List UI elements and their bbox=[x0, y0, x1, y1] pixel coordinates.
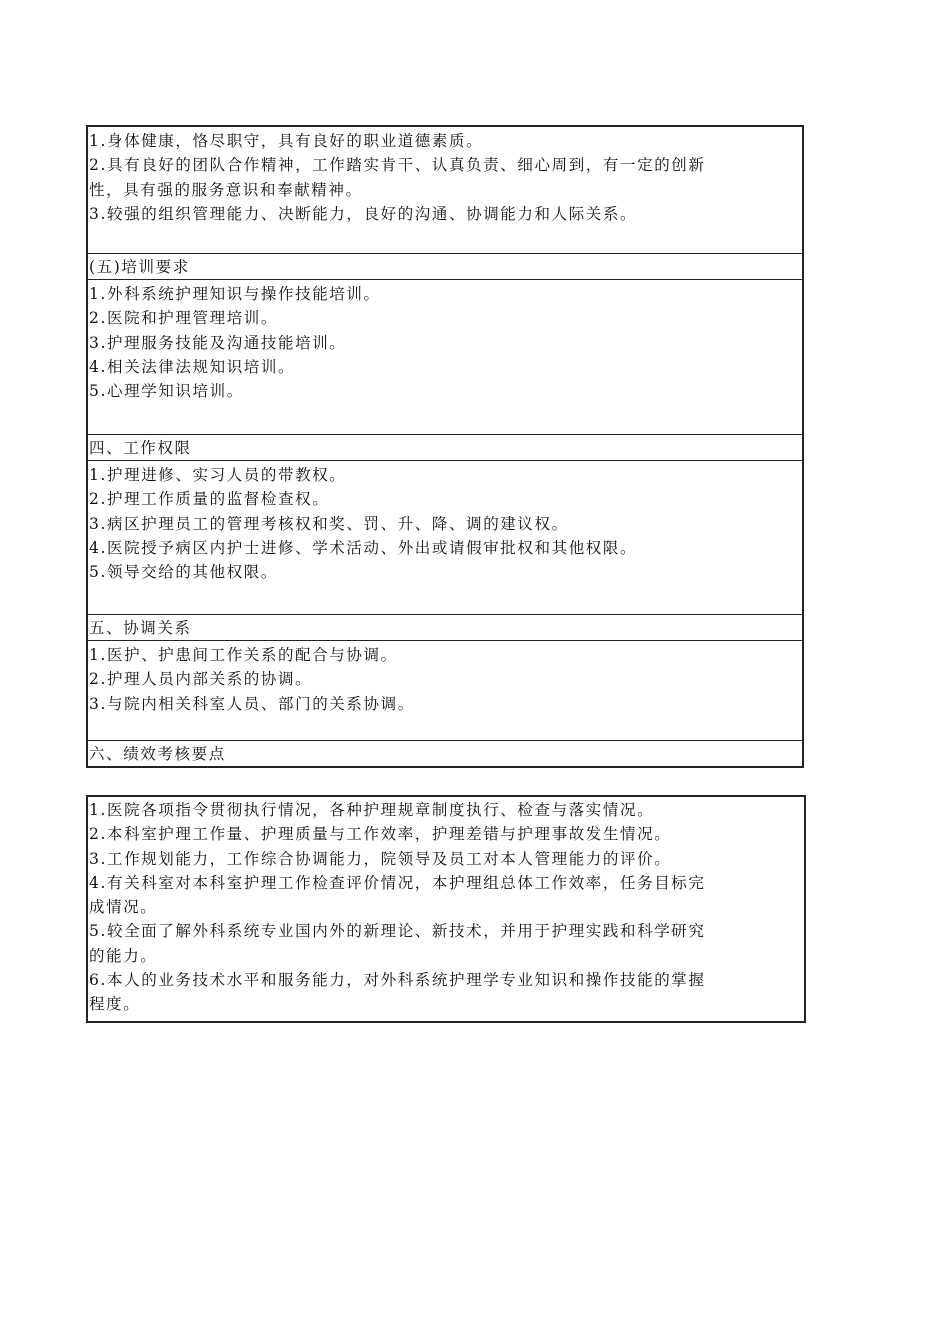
qualities-cell bbox=[88, 127, 802, 253]
performance-heading: 六、绩效考核要点 bbox=[89, 745, 226, 763]
coordination-heading-cell bbox=[88, 614, 802, 640]
qualities-line: 2.具有良好的团队合作精神，工作踏实肯干、认真负责、细心周到，有一定的创新 bbox=[89, 156, 706, 175]
qualities-line: 3.较强的组织管理能力、决断能力，良好的沟通、协调能力和人际关系。 bbox=[89, 204, 638, 223]
training-cell bbox=[88, 279, 802, 434]
performance-item: 的能力。 bbox=[89, 946, 158, 965]
authority-item: 2.护理工作质量的监督检查权。 bbox=[89, 490, 330, 509]
qualities-line: 1.身体健康，恪尽职守，具有良好的职业道德素质。 bbox=[89, 132, 484, 150]
qualities-line: 性，具有强的服务意识和奉献精神。 bbox=[89, 180, 363, 199]
authority-cell bbox=[88, 460, 802, 614]
training-item: 1.外科系统护理知识与操作技能培训。 bbox=[89, 285, 381, 303]
coordination-item: 2.护理人员内部关系的协调。 bbox=[89, 670, 313, 689]
training-item: 3.护理服务技能及沟通技能培训。 bbox=[89, 333, 347, 352]
performance-item: 3.工作规划能力，工作综合协调能力，院领导及员工对本人管理能力的评价。 bbox=[89, 849, 672, 868]
training-heading-cell bbox=[88, 253, 802, 279]
authority-heading: 四、工作权限 bbox=[89, 439, 192, 457]
performance-item: 1.医院各项指令贯彻执行情况，各种护理规章制度执行、检查与落实情况。 bbox=[89, 801, 655, 819]
training-heading: (五)培训要求 bbox=[89, 258, 190, 276]
authority-heading-cell bbox=[88, 434, 802, 460]
training-item: 2.医院和护理管理培训。 bbox=[89, 309, 278, 328]
coordination-item: 3.与院内相关科室人员、部门的关系协调。 bbox=[89, 694, 415, 713]
authority-item: 4.医院授予病区内护士进修、学术活动、外出或请假审批权和其他权限。 bbox=[89, 538, 638, 557]
performance-item: 程度。 bbox=[89, 995, 141, 1014]
performance-item: 6.本人的业务技术水平和服务能力，对外科系统护理学专业知识和操作技能的掌握 bbox=[89, 971, 706, 990]
authority-item: 3.病区护理员工的管理考核权和奖、罚、升、降、调的建议权。 bbox=[89, 514, 569, 533]
training-item: 5.心理学知识培训。 bbox=[89, 382, 244, 401]
performance-item: 2.本科室护理工作量、护理质量与工作效率，护理差错与护理事故发生情况。 bbox=[89, 825, 672, 844]
training-item: 4.相关法律法规知识培训。 bbox=[89, 357, 296, 376]
performance-item: 5.较全面了解外科系统专业国内外的新理论、新技术，并用于护理实践和科学研究 bbox=[89, 922, 706, 941]
performance-item: 成情况。 bbox=[89, 898, 158, 917]
performance-item: 4.有关科室对本科室护理工作检查评价情况，本护理组总体工作效率，任务目标完 bbox=[89, 873, 706, 892]
performance-cell bbox=[88, 797, 804, 1021]
coordination-heading: 五、协调关系 bbox=[89, 619, 192, 637]
coordination-item: 1.医护、护患间工作关系的配合与协调。 bbox=[89, 646, 398, 664]
job-description-table bbox=[86, 125, 804, 768]
authority-item: 5.领导交给的其他权限。 bbox=[89, 563, 278, 582]
authority-item: 1.护理进修、实习人员的带教权。 bbox=[89, 466, 347, 484]
coordination-cell bbox=[88, 640, 802, 740]
performance-table bbox=[86, 795, 806, 1023]
performance-heading-cell bbox=[88, 740, 802, 766]
